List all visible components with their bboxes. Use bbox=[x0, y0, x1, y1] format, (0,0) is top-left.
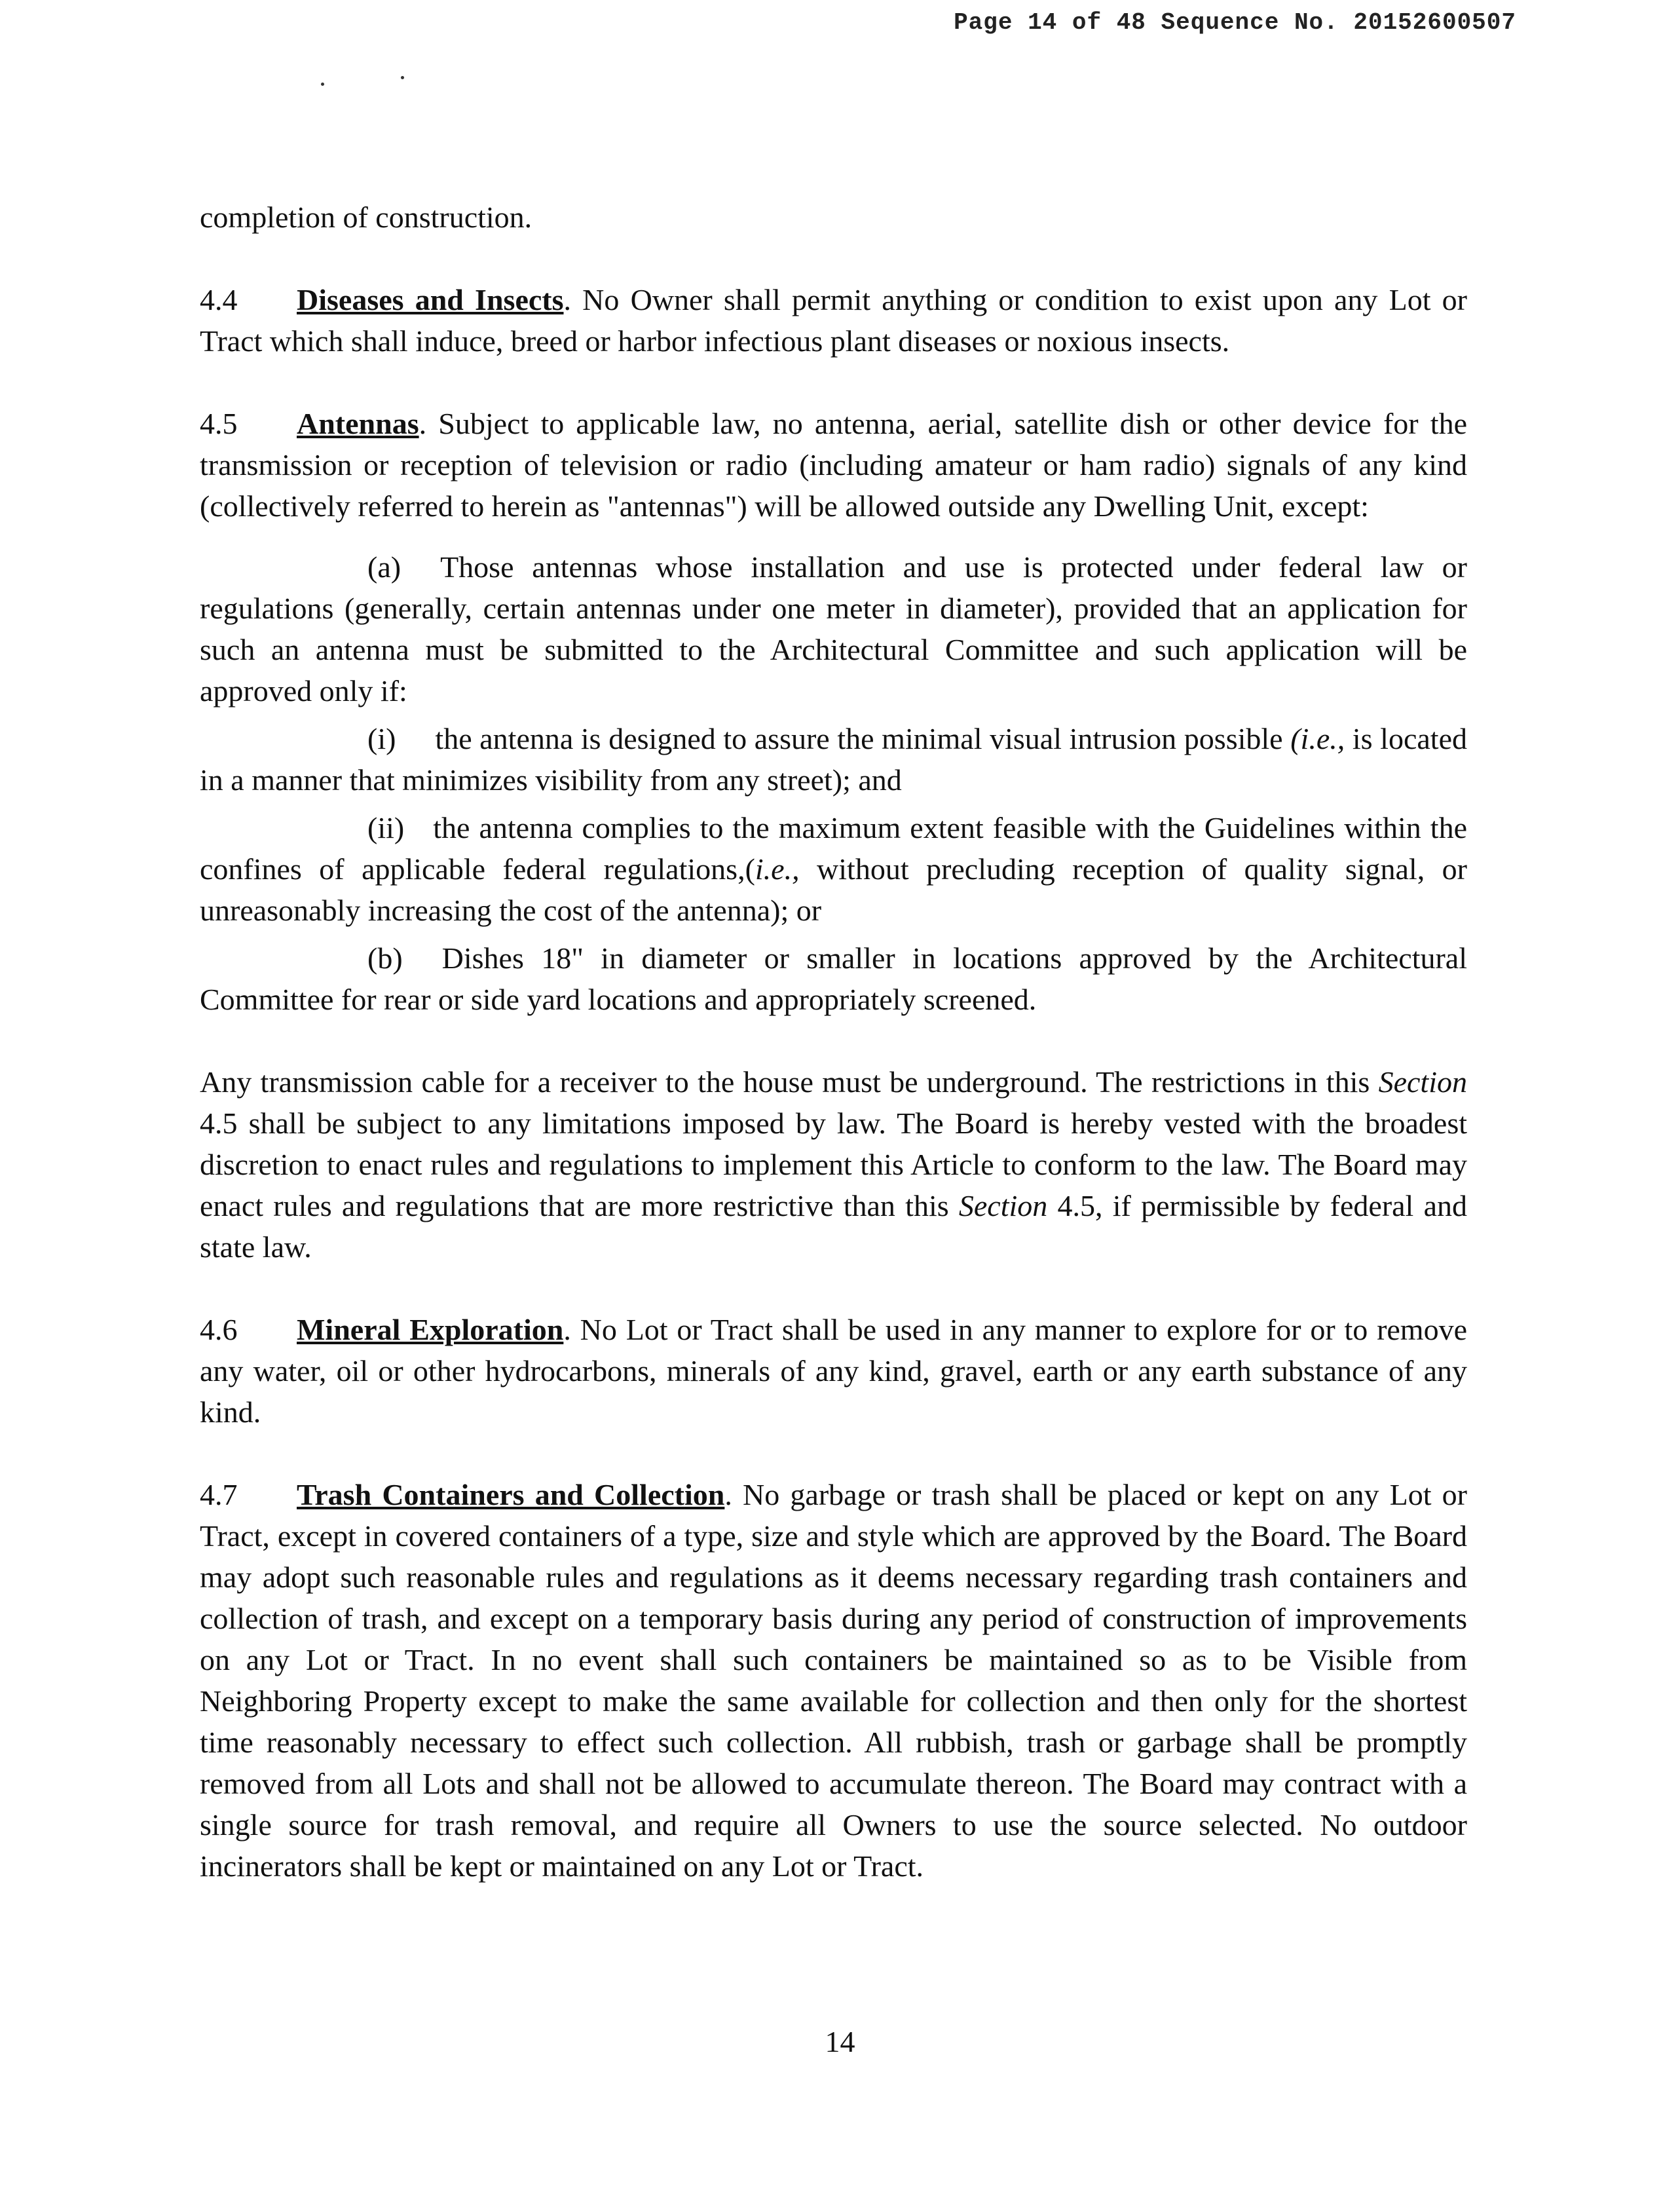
clause-text: the antenna complies to the maximum extent feasible with the Guidelines within the confines of applicable federal regulations,( bbox=[200, 811, 1467, 886]
section-heading: Diseases and Insects bbox=[297, 283, 564, 316]
section-heading: Trash Containers and Collection bbox=[297, 1478, 725, 1511]
clause-text: without precluding reception of quality signal, or unreasonably increasing the cost of the antenna); or bbox=[200, 852, 1467, 927]
section-text: . No Owner shall permit anything or condition to exist upon any Lot or Tract which shall induce, breed or harbor infectious plant diseases or noxious insects. bbox=[200, 283, 1467, 358]
paragraph-text: 4.5, if permissible by federal and state law. bbox=[200, 1189, 1467, 1264]
section-number: 4.5 bbox=[200, 407, 238, 440]
section-4-4 bbox=[200, 279, 1467, 362]
clause-text: is located in a manner that minimizes visibility from any street); and bbox=[200, 722, 1467, 797]
transmission-cable-paragraph bbox=[200, 1061, 1467, 1268]
section-word: Section bbox=[958, 1189, 1048, 1222]
clause-text: the antenna is designed to assure the minimal visual intrusion possible bbox=[435, 722, 1291, 755]
sequence-stamp: Page 14 of 48 Sequence No. 20152600507 bbox=[954, 9, 1516, 36]
clause-i bbox=[200, 718, 1467, 801]
section-text: . No Lot or Tract shall be used in any manner to explore for or to remove any water, oil or other hydrocarbons, minerals of any kind, gravel, earth or any earth substance of any kind. bbox=[200, 1313, 1467, 1429]
clause-ii bbox=[200, 807, 1467, 931]
section-heading: Mineral Exploration bbox=[297, 1313, 564, 1346]
section-word: Section bbox=[1378, 1065, 1467, 1099]
section-4-6 bbox=[200, 1309, 1467, 1433]
clause-b bbox=[200, 937, 1467, 1020]
ie-abbreviation: (i.e., bbox=[1290, 722, 1345, 755]
clause-label: (i) bbox=[367, 722, 396, 755]
paragraph-text: 4.5 shall be subject to any limitations imposed by law. The Board is hereby vested with the broadest discretion to enact rules and regulations to implement this Article to conform to the law. The Board may enact rules and regulations that are more restrictive than this bbox=[200, 1106, 1467, 1222]
section-number: 4.4 bbox=[200, 283, 238, 316]
clause-label: (ii) bbox=[367, 811, 405, 844]
clause-label: (b) bbox=[367, 941, 403, 975]
clause-label: (a) bbox=[367, 550, 401, 584]
clause-text: Those antennas whose installation and use is protected under federal law or regulations (generally, certain antennas under one meter in diameter), provided that an application for such an antenna must be submitted to the Architectural Committee and such application will be approved only if: bbox=[200, 550, 1467, 708]
section-text: . Subject to applicable law, no antenna, aerial, satellite dish or other device for the transmission or reception of television or radio (including amateur or ham radio) signals of any kind (collectively referred to herein as "antennas") will be allowed outside any Dwelling Unit, except: bbox=[200, 407, 1467, 523]
document-body bbox=[200, 197, 1467, 1887]
clause-a bbox=[200, 546, 1467, 711]
paragraph-text: Any transmission cable for a receiver to the house must be underground. The restrictions in this bbox=[200, 1065, 1379, 1099]
section-number: 4.6 bbox=[200, 1313, 238, 1346]
continuation-line: completion of construction. bbox=[200, 200, 532, 234]
section-number: 4.7 bbox=[200, 1478, 238, 1511]
scan-speck bbox=[401, 76, 404, 79]
scan-specks bbox=[321, 73, 413, 93]
section-text: . No garbage or trash shall be placed or kept on any Lot or Tract, except in covered containers of a type, size and style which are approved by the Board. The Board may adopt such reasonable rules and regulations as it deems necessary regarding trash containers and collection of trash, and except on a temporary basis during any period of construction of improvements on any Lot or Tract. In no event shall such containers be maintained so as to be Visible from Neighboring Property except to make the same available for collection and then only for the shortest time reasonably necessary to effect such collection. All rubbish, trash or garbage shall be promptly removed from all Lots and shall not be allowed to accumulate thereon. The Board may contract with a single source for trash removal, and require all Owners to use the source selected. No outdoor incinerators shall be kept or maintained on any Lot or Tract. bbox=[200, 1478, 1467, 1883]
section-4-5 bbox=[200, 403, 1467, 527]
section-heading: Antennas bbox=[297, 407, 419, 440]
scan-speck bbox=[321, 83, 324, 86]
section-4-7 bbox=[200, 1474, 1467, 1887]
page-number: 14 bbox=[825, 2025, 855, 2058]
clause-text: Dishes 18" in diameter or smaller in locations approved by the Architectural Committee for rear or side yard locations and appropriately screened. bbox=[200, 941, 1467, 1016]
ie-abbreviation: i.e., bbox=[755, 852, 800, 886]
